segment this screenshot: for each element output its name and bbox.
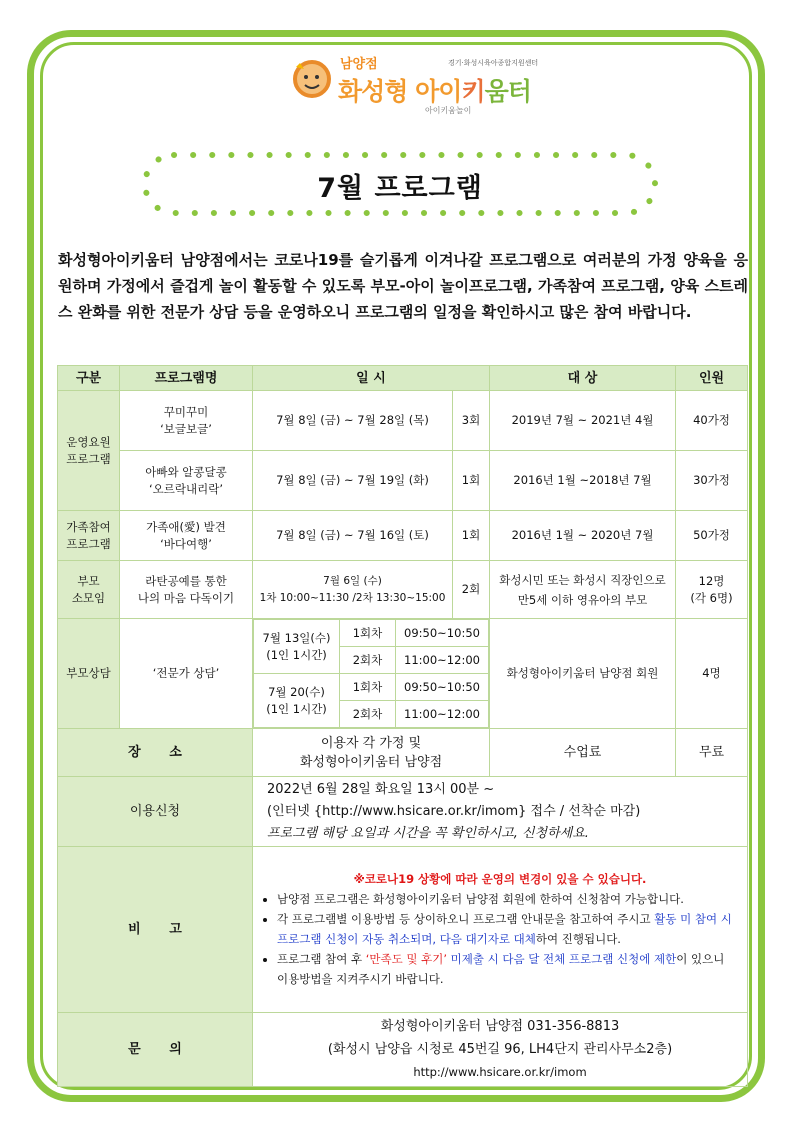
- remarks-list: [253, 889, 747, 989]
- program-table: [57, 365, 748, 1087]
- header-category: 구분: [58, 366, 120, 391]
- row-capacity: 50가정: [676, 511, 748, 561]
- session-round: 2회차: [340, 647, 396, 674]
- logo-name: 화성형 아이키움터: [338, 77, 531, 106]
- intro-paragraph: 화성형아이키움터 남양점에서는 코로나19를 슬기롭게 이겨나갈 프로그램으로 여러분의 가정 양육을 응원하며 가정에서 즐겁게 놀이 활동할 수 있도록 부모-아이 놀이프로그램, 가족참여 프로그램, 양육 스트레스 완화를 위한 전문가 상담 등을 운영하오니 프로그램의 일정을 확인하시고 많은 참여 바랍니다.: [58, 251, 748, 321]
- place-row: [58, 729, 748, 777]
- counseling-row: [58, 619, 748, 729]
- row-schedule: 7월 8일 (금) ~ 7월 28일 (목): [253, 391, 453, 451]
- row-count: 1회: [453, 511, 490, 561]
- contact-info: [253, 1013, 748, 1087]
- table-row: [58, 391, 748, 451]
- header-schedule: 일 시: [253, 366, 490, 391]
- contact-phone: 화성형아이키움터 남양점 031-356-8813: [380, 1019, 620, 1034]
- counseling-capacity: 4명: [676, 619, 748, 729]
- row-category: 부모 소모임: [58, 561, 120, 619]
- row-schedule: 7월 8일 (금) ~ 7월 16일 (토): [253, 511, 453, 561]
- row-count: 2회: [453, 561, 490, 619]
- row-program: 가족애(愛) 발견 ‘바다여행’: [120, 511, 253, 561]
- counseling-category: 부모상담: [58, 619, 120, 729]
- row-target: 2016년 1월 ~ 2020년 7월: [490, 511, 676, 561]
- remarks-label: 비 고: [58, 847, 253, 1013]
- contact-website[interactable]: http://www.hsicare.or.kr/imom: [413, 1065, 587, 1079]
- row-target: 화성시민 또는 화성시 직장인으로 만5세 이하 영유아의 부모: [490, 561, 676, 619]
- table-row: [58, 511, 748, 561]
- row-program: 꾸미꾸미 ‘보글보글’: [120, 391, 253, 451]
- table-header-row: [58, 366, 748, 391]
- contact-label: 문 의: [58, 1013, 253, 1087]
- place-value: 이용자 각 가정 및 화성형아이키움터 남양점: [253, 729, 490, 777]
- apply-label: 이용신청: [58, 777, 253, 847]
- logo-badge: 경기·화성시육아종합지원센터: [448, 59, 539, 67]
- session-round: 1회차: [340, 674, 396, 701]
- row-schedule: 7월 6일 (수) 1차 10:00~11:30 /2차 13:30~15:00: [253, 561, 453, 619]
- logo-branch: 남양점: [340, 57, 378, 72]
- row-category: 운영요원 프로그램: [58, 391, 120, 511]
- row-count: 3회: [453, 391, 490, 451]
- row-program: 아빠와 알콩달콩 ‘오르락내리락’: [120, 451, 253, 511]
- header-target: 대 상: [490, 366, 676, 391]
- row-capacity: 30가정: [676, 451, 748, 511]
- counseling-schedule-table: [253, 619, 489, 728]
- row-schedule: 7월 8일 (금) ~ 7월 19일 (화): [253, 451, 453, 511]
- apply-method: (인터넷 {http://www.hsicare.or.kr/imom} 접수 / 선착순 마감): [267, 803, 641, 819]
- row-capacity: 40가정: [676, 391, 748, 451]
- row-target: 2016년 1월 ~2018년 7월: [490, 451, 676, 511]
- covid-warning: ※코로나19 상황에 따라 운영의 변경이 있을 수 있습니다.: [353, 871, 647, 886]
- row-count: 1회: [453, 451, 490, 511]
- table-row: [58, 561, 748, 619]
- logo-subtext: 아이키움놀이: [425, 106, 472, 115]
- apply-start: 2022년 6월 28일 화요일 13시 00분 ~: [267, 781, 495, 797]
- header-program: 프로그램명: [120, 366, 253, 391]
- counseling-program: ‘전문가 상담’: [120, 619, 253, 729]
- remarks-row: [58, 847, 748, 1013]
- counseling-target: 화성형아이키움터 남양점 회원: [490, 619, 676, 729]
- session-time: 09:50~10:50: [396, 620, 489, 647]
- apply-row: [58, 777, 748, 847]
- row-category: 가족참여 프로그램: [58, 511, 120, 561]
- session-time: 11:00~12:00: [396, 701, 489, 728]
- remarks-content: [253, 847, 748, 1013]
- list-item: • 프로그램 참여 후 ‘만족도 및 후기’ 미제출 시 다음 달 전체 프로그램 신청에 제한이 있으니 이용방법을 지켜주시기 바랍니다.: [277, 949, 747, 989]
- place-label: 장 소: [58, 729, 253, 777]
- list-item: • 각 프로그램별 이용방법 등 상이하오니 프로그램 안내문을 참고하여 주시고 활동 미 참여 시 프로그램 신청이 자동 취소되며, 다음 대기자로 대체하여 진행됩니다.: [277, 909, 747, 949]
- list-item: • 남양점 프로그램은 화성형아이키움터 남양점 회원에 한하여 신청참여 가능합니다.: [277, 889, 747, 909]
- session-round: 1회차: [340, 620, 396, 647]
- contact-address: (화성시 남양읍 시청로 45번길 96, LH4단지 관리사무소2층): [327, 1042, 673, 1057]
- contact-row: [58, 1013, 748, 1087]
- session-round: 2회차: [340, 701, 396, 728]
- session-time: 09:50~10:50: [396, 674, 489, 701]
- row-program: 라탄공예를 통한 나의 마음 다독이기: [120, 561, 253, 619]
- apply-notice: 프로그램 해당 요일과 시간을 꼭 확인하시고, 신청하세요.: [267, 825, 589, 841]
- counseling-schedule: [253, 619, 490, 729]
- session-time: 11:00~12:00: [396, 647, 489, 674]
- row-capacity: 12명 (각 6명): [676, 561, 748, 619]
- counseling-date: 7월 13일(수) (1인 1시간): [254, 620, 340, 674]
- apply-info: [253, 777, 748, 847]
- child-face-logo-icon: [290, 55, 334, 99]
- fee-label: 수업료: [490, 729, 676, 777]
- counseling-date: 7월 20(수) (1인 1시간): [254, 674, 340, 728]
- header-capacity: 인원: [676, 366, 748, 391]
- table-row: [58, 451, 748, 511]
- fee-value: 무료: [676, 729, 748, 777]
- row-target: 2019년 7월 ~ 2021년 4월: [490, 391, 676, 451]
- page-title: 7월 프로그램: [317, 173, 483, 204]
